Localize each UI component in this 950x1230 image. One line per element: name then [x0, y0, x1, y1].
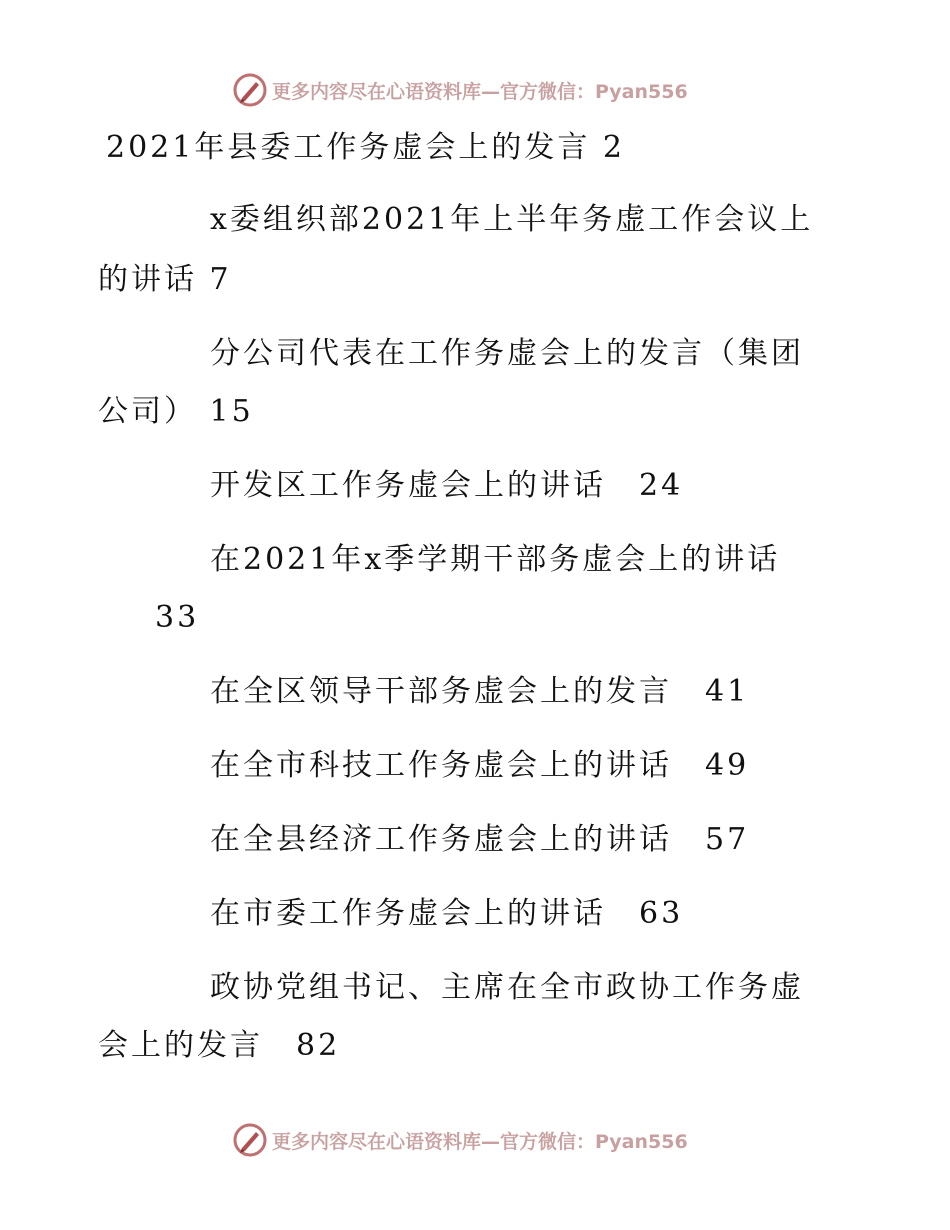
toc-entry: 在全市科技工作务虚会上的讲话 49	[210, 748, 750, 783]
toc-entry-continuation: 33	[155, 600, 200, 635]
toc-entry: 在市委工作务虚会上的讲话 63	[210, 896, 684, 931]
toc-entry: 政协党组书记、主席在全市政协工作务虚	[210, 970, 804, 1005]
watermark-text: 更多内容尽在心语资料库—官方微信：Pyan556	[272, 1130, 688, 1153]
footer-watermark	[232, 1120, 688, 1160]
toc-entry: x委组织部2021年上半年务虚工作会议上	[210, 202, 814, 237]
toc-entry: 在全县经济工作务虚会上的讲话 57	[210, 822, 750, 857]
toc-entry: 2021年县委工作务虚会上的发言 2	[106, 130, 625, 165]
toc-entry: 在2021年x季学期干部务虚会上的讲话	[210, 542, 781, 577]
toc-entry-continuation: 会上的发言 82	[98, 1028, 341, 1063]
toc-entry: 分公司代表在工作务虚会上的发言（集团	[210, 336, 804, 371]
pen-logo-icon	[232, 1122, 268, 1158]
pen-logo-icon	[232, 72, 268, 108]
toc-entry-continuation: 的讲话 7	[98, 262, 232, 297]
watermark-text: 更多内容尽在心语资料库—官方微信：Pyan556	[272, 80, 688, 103]
header-watermark	[232, 70, 688, 110]
toc-entry: 开发区工作务虚会上的讲话 24	[210, 468, 684, 503]
toc-entry: 在全区领导干部务虚会上的发言 41	[210, 674, 750, 709]
toc-entry-continuation: 公司） 15	[98, 394, 254, 429]
